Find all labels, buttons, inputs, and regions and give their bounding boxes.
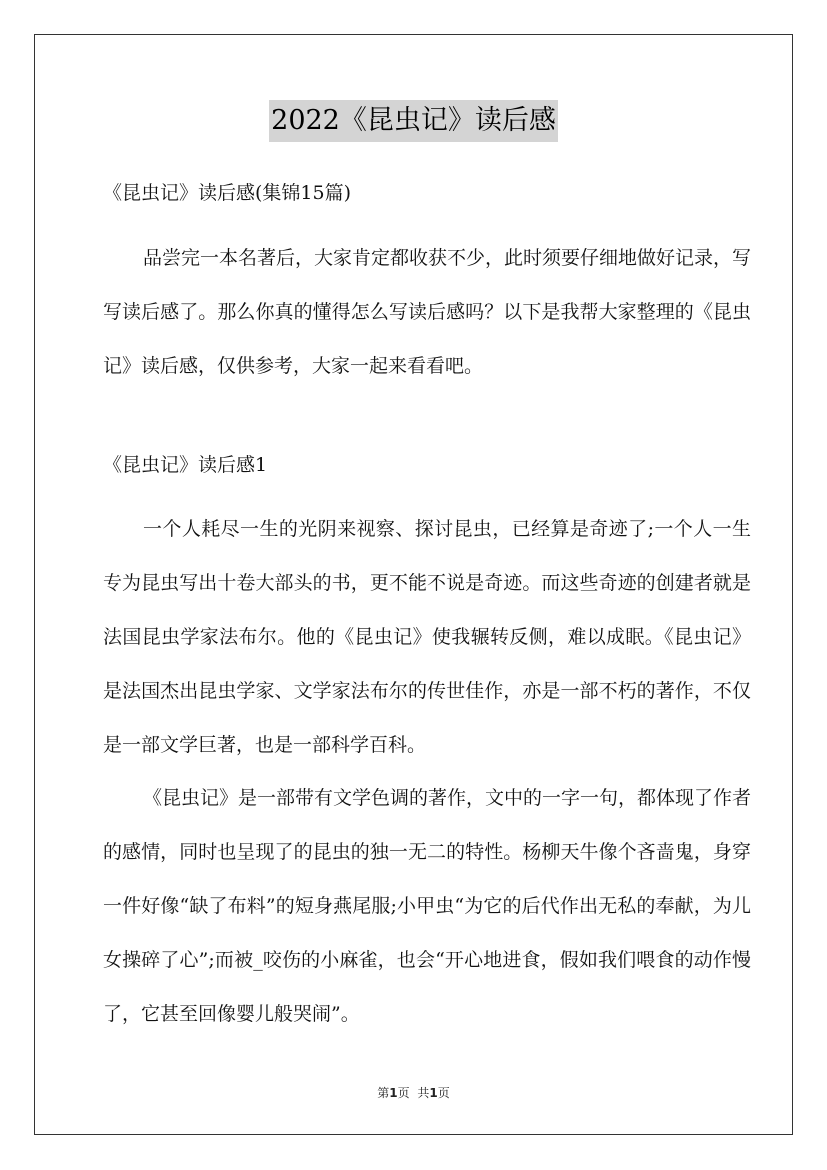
total-suffix: 页 xyxy=(437,1086,450,1100)
intro-paragraph: 品尝完一本名著后，大家肯定都收获不少，此时须要仔细地做好记录，写写读后感了。那么你真的懂得怎么写读后感吗？以下是我帮大家整理的《昆虫记》读后感，仅供参考，大家一起来看看吧。 xyxy=(103,247,752,377)
page-footer xyxy=(0,1084,827,1101)
total-prefix: 共 xyxy=(417,1086,430,1100)
document-title: 2022《昆虫记》读后感 xyxy=(269,100,558,142)
page-suffix: 页 xyxy=(397,1086,410,1100)
section-paragraph-2: 《昆虫记》是一部带有文学色调的著作，文中的一字一句，都体现了作者的感情，同时也呈现了的昆虫的独一无二的特性。杨柳天牛像个吝啬鬼，身穿一件好像“缺了布料”的短身燕尾服;小甲虫“为它的后代作出无私的奉献，为儿女操碎了心”;而被_咬伤的小麻雀，也会“开心地进食，假如我们喂食的动作慢了，它甚至回像婴儿般哭闹”。 xyxy=(103,787,752,1025)
total-number: 1 xyxy=(429,1086,438,1100)
section-heading: 《昆虫记》读后感1 xyxy=(103,454,268,476)
section-paragraph-1: 一个人耗尽一生的光阴来视察、探讨昆虫，已经算是奇迹了;一个人一生专为昆虫写出十卷大部头的书，更不能不说是奇迹。而这些奇迹的创建者就是法国昆虫学家法布尔。他的《昆虫记》使我辗转反侧，难以成眠。《昆虫记》是法国杰出昆虫学家、文学家法布尔的传世佳作，亦是一部不朽的著作，不仅是一部文学巨著，也是一部科学百科。 xyxy=(103,518,751,756)
document-subtitle: 《昆虫记》读后感(集锦15篇) xyxy=(103,182,352,204)
page-number: 1 xyxy=(389,1086,398,1100)
page-prefix: 第 xyxy=(377,1086,390,1100)
title-container xyxy=(0,100,827,142)
